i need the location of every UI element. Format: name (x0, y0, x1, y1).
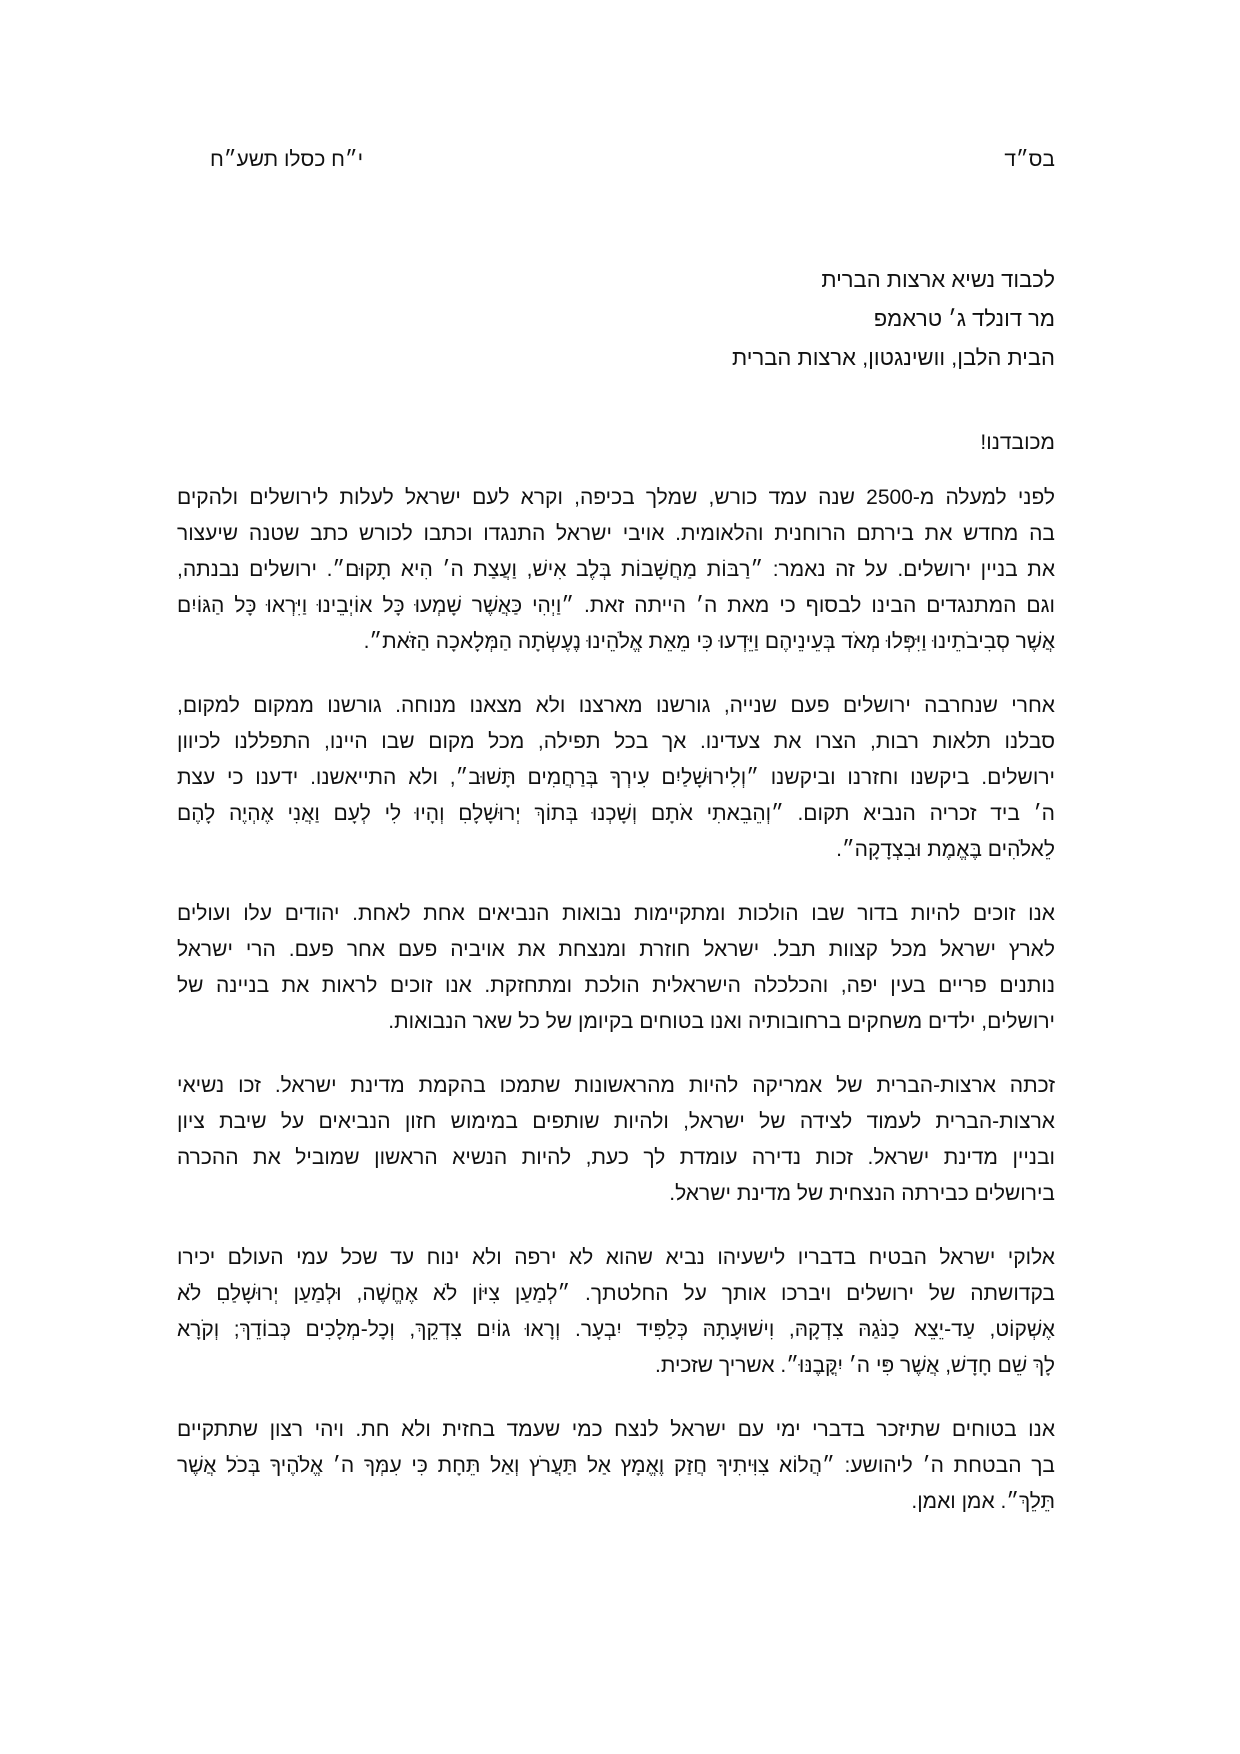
paragraph (177, 480, 1055, 660)
text-line: ירושלים, ילדים משחקים ברחובותיה ואנו בטוחים בקיומן של כל שאר הנבואות. (388, 1010, 1055, 1033)
text-line: אנו בטוחים שתיזכר בדברי ימי עם ישראל לנצח כמי שעמד בחזית ולא חת. ויהי רצון שתתקיים (177, 1418, 1055, 1441)
text-line: תֵּלֵךְ״. אמן ואמן. (911, 1490, 1055, 1513)
recipient-address (455, 260, 1055, 377)
hebrew-date: י״ח כסלו תשע״ח (210, 148, 364, 171)
address-line: מר דונלד ג׳ טראמפ (873, 306, 1055, 331)
text-line: אלוקי ישראל הבטיח בדבריו לישעיהו נביא שהוא לא ירפה ולא ינוח עד שכל עמי העולם יכירו (177, 1246, 1055, 1269)
text-line: ארצות-הברית לעמוד לצידה של ישראל, ולהיות שותפים במימוש חזון הנביאים על שיבת ציון (177, 1110, 1055, 1133)
text-line: סבלנו תלאות רבות, הצרו את צעדינו. אך בכל תפילה, מכל מקום שבו היינו, התפללנו לכיוון (177, 730, 1055, 753)
text-line: לֵאלֹהִים בֶּאֱמֶת וּבִצְדָקָה״. (836, 838, 1055, 861)
paragraph (177, 688, 1055, 868)
bsd-mark: בס״ד (1004, 148, 1055, 171)
paragraph (177, 1412, 1055, 1520)
text-line: בה מחדש את בירתם הרוחנית והלאומית. אויבי ישראל התנגדו וכתבו לכורש כתב שטנה שיעצור (177, 522, 1055, 545)
text-line: את בניין ירושלים. על זה נאמר: ״רַבּוֹת מַחֲשָׁבוֹת בְּלֶב אִישׁ, וַעֲצַת ה׳ הִיא תָקוּם״. ירושלים נבנתה, (177, 558, 1055, 581)
paragraph (177, 896, 1055, 1040)
text-line: ה׳ ביד זכריה הנביא תקום. ״וְהֵבֵאתִי אֹתָם וְשָׁכְנוּ בְּתוֹךְ יְרוּשָׁלָםִ וְהָיוּ לִי לְעָם וַאֲנִי אֶהְיֶה לָהֶם (177, 802, 1055, 825)
text-line: לארץ ישראל מכל קצוות תבל. ישראל חוזרת ומנצחת את אויביה פעם אחר פעם. הרי ישראל (177, 938, 1055, 961)
text-line: ירושלים. ביקשנו וחזרנו וביקשנו ״וְלִירוּשָׁלַיִם עִירְךָ בְּרַחֲמִים תָּשׁוּב״, ולא התייאשנו. ידענו כי עצת (177, 766, 1055, 789)
text-line: נותנים פריים בעין יפה, והכלכלה הישראלית הולכת ומתחזקת. אנו זוכים לראות את בניינה של (177, 974, 1055, 997)
text-line: אֶשְׁקוֹט, עַד-יֵצֵא כַנֹּגַהּ צִדְקָהּ, וִישׁוּעָתָהּ כְּלַפִּיד יִבְעָר. וְרָאוּ גוֹיִם צִדְקֵךְ, וְכָל-מְלָכִים כְּבוֹדֵךְ; וְקֹרָא (177, 1318, 1055, 1341)
text-line: בך הבטחת ה׳ ליהושע: ״הֲלוֹא צִוִּיתִיךָ חֲזַק וֶאֱמָץ אַל תַּעֲרֹץ וְאַל תֵּחָת כִּי עִמְּךָ ה׳ אֱלֹהֶיךָ בְּכֹל אֲשֶׁר (177, 1454, 1055, 1477)
paragraph (177, 1240, 1055, 1384)
salutation: מכובדנו! (980, 431, 1055, 454)
letter-header (210, 145, 1055, 175)
letter-body (177, 480, 1055, 1548)
paragraph (177, 1068, 1055, 1212)
text-line: לפני למעלה מ-2500 שנה עמד כורש, שמלך בכיפה, וקרא לעם ישראל לעלות לירושלים ולהקים (177, 486, 1055, 509)
text-line: זכתה ארצות-הברית של אמריקה להיות מהראשונות שתמכו בהקמת מדינת ישראל. זכו נשיאי (177, 1074, 1055, 1097)
address-line: הבית הלבן, וושינגטון, ארצות הברית (732, 345, 1055, 370)
text-line: אחרי שנחרבה ירושלים פעם שנייה, גורשנו מארצנו ולא מצאנו מנוחה. גורשנו ממקום למקום, (177, 694, 1055, 717)
address-line: לכבוד נשיא ארצות הברית (821, 267, 1055, 292)
text-line: לָךְ שֵׁם חָדָשׁ, אֲשֶׁר פִּי ה׳ יִקֳּבֶנּוּ״. אשריך שזכית. (655, 1354, 1055, 1377)
text-line: בקדושתה של ירושלים ויברכו אותך על החלטתך. ״לְמַעַן צִיּוֹן לֹא אֶחֱשֶׁה, וּלְמַעַן יְרוּשָׁלַםִ לֹא (177, 1282, 1055, 1305)
text-line: אֲשֶׁר סְבִיבֹתֵינוּ וַיִּפְּלוּ מְאֹד בְּעֵינֵיהֶם וַיֵּדְעוּ כִּי מֵאֵת אֱלֹהֵינוּ נֶעֶשְׂתָה הַמְּלָאכָה הַזֹּאת״. (363, 630, 1055, 653)
text-line: בירושלים כבירתה הנצחית של מדינת ישראל. (669, 1182, 1055, 1205)
text-line: ובניין מדינת ישראל. זכות נדירה עומדת לך כעת, להיות הנשיא הראשון שמוביל את ההכרה (177, 1146, 1055, 1169)
text-line: וגם המתנגדים הבינו לבסוף כי מאת ה׳ הייתה זאת. ״וַיְהִי כַּאֲשֶׁר שָׁמְעוּ כָּל אוֹיְבֵינוּ וַיִּרְאוּ כָּל הַגּוֹיִם (177, 594, 1055, 617)
text-line: אנו זוכים להיות בדור שבו הולכות ומתקיימות נבואות הנביאים אחת לאחת. יהודים עלו ועולים (177, 902, 1055, 925)
